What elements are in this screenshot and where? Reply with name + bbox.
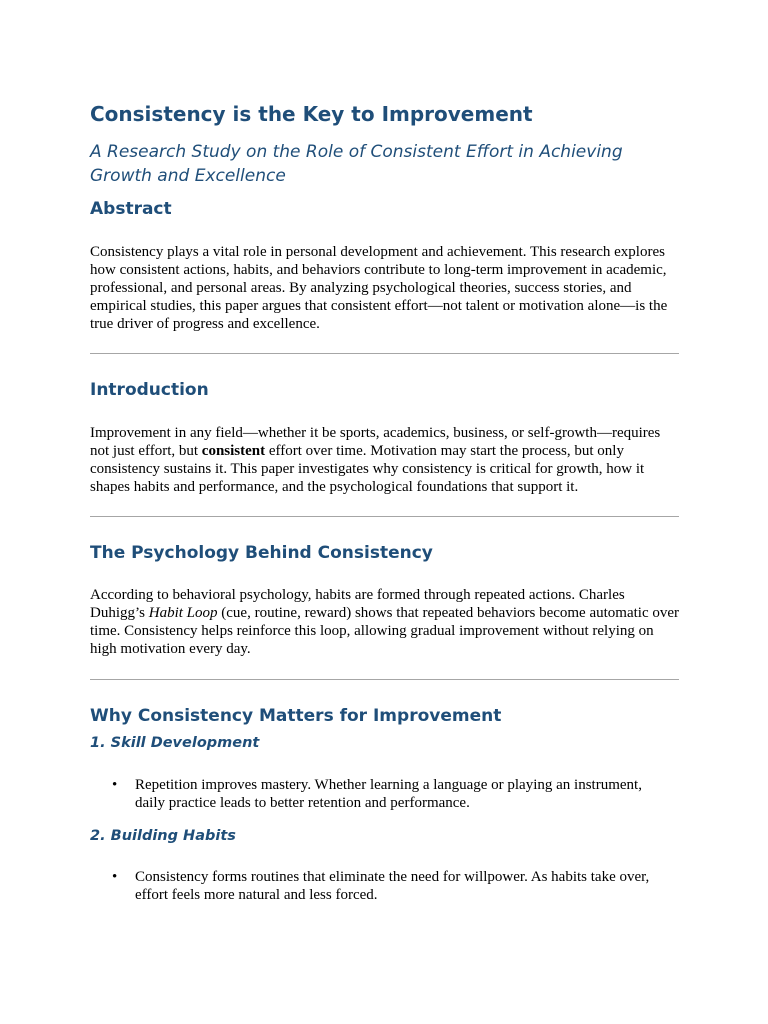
list-item-text: Repetition improves mastery. Whether learning a language or playing an instrument, daily practice leads to better retention and performance.	[135, 777, 642, 811]
introduction-heading: Introduction	[90, 380, 209, 400]
habit-loop-term: Habit Loop	[148, 605, 218, 621]
psychology-text-part: According to behavioral psychology, habits are formed through repeated actions. Charles Duhigg’s	[90, 587, 625, 621]
document-title: Consistency is the Key to Improvement	[90, 102, 533, 126]
bullet-icon: •	[112, 869, 118, 885]
why-matters-heading: Why Consistency Matters for Improvement	[90, 706, 502, 726]
psychology-text	[90, 586, 679, 658]
psychology-heading: The Psychology Behind Consistency	[90, 543, 433, 563]
bullet-icon: •	[112, 777, 118, 793]
introduction-text-part: effort over time. Motivation may start the process, but only consistency sustains it. This paper investigates why consistency is critical for growth, how it shapes habits and performance, and the psychological foundations that support it.	[90, 443, 645, 495]
skill-development-list	[90, 776, 679, 812]
building-habits-list	[90, 868, 679, 904]
document-subtitle: A Research Study on the Role of Consistent Effort in Achieving Growth and Excellence	[90, 142, 623, 186]
building-habits-heading: 2. Building Habits	[90, 828, 236, 844]
introduction-bold-word: consistent	[201, 443, 266, 459]
abstract-heading: Abstract	[90, 199, 172, 219]
skill-development-heading: 1. Skill Development	[90, 735, 260, 751]
psychology-text-part: (cue, routine, reward) shows that repeated behaviors become automatic over time. Consistency helps reinforce this loop, allowing gradual improvement without relying on high motivation every day.	[90, 605, 680, 657]
abstract-text: Consistency plays a vital role in personal development and achievement. This research explores how consistent actions, habits, and behaviors contribute to long-term improvement in academic, professional, and personal areas. By analyzing psychological theories, success stories, and empirical studies, this paper argues that consistent effort—not talent or motivation alone—is the true driver of progress and excellence.	[90, 244, 668, 332]
list-item	[90, 868, 655, 904]
section-divider	[90, 353, 679, 354]
section-divider	[90, 516, 679, 517]
introduction-text-part: Improvement in any field—whether it be sports, academics, business, or self-growth—requires not just effort, but	[90, 425, 661, 459]
list-item-text: Consistency forms routines that eliminate the need for willpower. As habits take over, effort feels more natural and less forced.	[135, 869, 650, 903]
section-divider	[90, 679, 679, 680]
introduction-text	[90, 424, 679, 496]
list-item	[90, 776, 655, 812]
